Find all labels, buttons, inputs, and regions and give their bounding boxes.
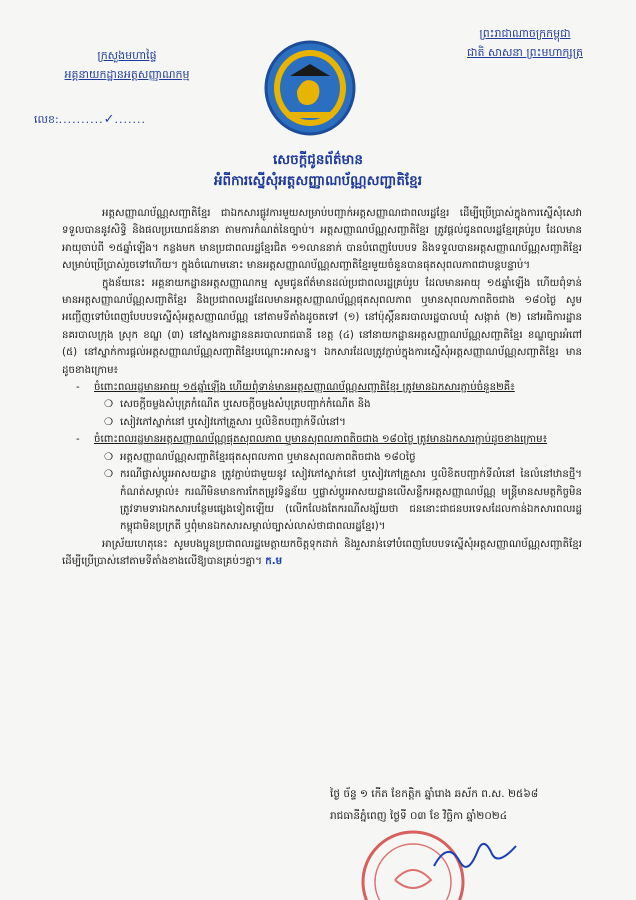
checkbox-icon: ❍ [104,399,114,411]
paragraph-notice: ក្នុងន័យនេះ អគ្គនាយកដ្ឋានអត្តសញ្ញាណកម្ម សូមជូនព័ត៌មានដល់ប្រជាពលរដ្ឋគ្រប់រូប ដែលមានអាយុ ១៥ឆ្នាំឡើង ហើយពុំទាន់មានអត្តសញ្ញាណប័ណ្ណសញ្ជាតិខ្មែរ និងប្រជាពលរដ្ឋដែលមានអត្តសញ្ញាណប័ណ្ណផុតសុពលភាព ឬមានសុពលភាពតិចជាង ១៨០ថ្ងៃ សូមអញ្ជើញទៅបំពេញបែបបទស្នើសុំអត្តសញ្ញាណប័ណ្ណ នៅតាមទីតាំងដូចតទៅ (១) នៅប៉ុស្តិ៍នគរបាលរដ្ឋបាលឃុំ សង្កាត់ (២) នៅអធិការដ្ឋាននគរបាលក្រុង ស្រុក ខណ្ឌ (៣) នៅស្នងការដ្ឋាននគរបាលរាជធានី ខេត្ត (៤) នៅនាយកដ្ឋានអត្តសញ្ញាណប័ណ្ណសញ្ជាតិខ្មែរ ខណ្ឌច្បារអំពៅ (៥) នៅស្នាក់ការផ្ដល់អត្តសញ្ញាណប័ណ្ណសញ្ជាតិខ្មែរបណ្ដោះអាសន្ន។ ឯកសារដែលត្រូវភ្ជាប់ក្នុងការស្នើសុំអត្តសញ្ញាណប័ណ្ណសញ្ជាតិខ្មែរ មានដូចខាងក្រោម៖ [62,277,582,376]
document-title [0,150,636,192]
bullet-intro-renewal: ចំពោះពលរដ្ឋមានអត្តសញ្ញាណប័ណ្ណផុតសុពលភាព ឬមានសុពលភាពតិចជាង ១៨០ថ្ងៃ ត្រូវមានឯកសារភ្ជាប់ដូចខាងក្រោម៖ [94,434,548,446]
required-doc-birth-certificate: សេចក្ដីចម្លងសំបុត្រកំណើត ឬសេចក្ដីចម្លងសំបុត្របញ្ជាក់កំណើត និង [120,399,371,411]
bullet-intro-new-applicants: ចំពោះពលរដ្ឋមានអាយុ ១៥ឆ្នាំឡើង ហើយពុំទាន់មានអត្តសញ្ញាណប័ណ្ណសញ្ជាតិខ្មែរ ត្រូវមានឯកសារភ្ជាប់ចំនួន២គឺ៖ [94,382,515,394]
document-body [62,205,582,571]
kingdom-name: ព្រះរាជាណាចក្រកម្ពុជា [479,27,571,40]
reference-dots: .......... [58,113,104,126]
list-item [104,449,582,466]
department-name: អគ្គនាយកដ្ឋានអត្តសញ្ញាណកម្ម [64,68,190,81]
handwritten-initials: ក.ម [265,556,283,568]
list-item [104,414,582,431]
signature-icon [430,836,520,876]
ministry-header [32,46,222,127]
list-item: - ចំពោះពលរដ្ឋមានអត្តសញ្ញាណប័ណ្ណផុតសុពលភាព ឬមានសុពលភាពតិចជាង ១៨០ថ្ងៃ ត្រូវមានឯកសារភ្ជាប់ដូចខាងក្រោម៖ [76,431,582,448]
list-item [104,396,582,413]
lunar-date: ថ្ងៃ ច័ន្ទ ១ កើត ខែកត្តិក ឆ្នាំរោង ឆស័ក ព.ស. ២៥៦៨ [330,788,539,800]
checkmark-icon: ✓ [103,112,115,127]
checkbox-icon: ❍ [104,451,114,463]
required-doc-residence: សៀវភៅស្នាក់នៅ ឬសៀវភៅគ្រួសារ ឬលិខិតបញ្ជាក់ទីលំនៅ។ [120,416,346,428]
required-doc-address-change: ករណីផ្លាស់ប្ដូរអាសយដ្ឋាន ត្រូវភ្ជាប់ជាមួយនូវ សៀវភៅស្នាក់នៅ ឬសៀវភៅគ្រួសារ ឬលិខិតបញ្ជាក់ទីលំនៅ នៃលំនៅឋានថ្មី។ កំណត់សម្គាល់៖ ករណីមិនមានការកែតម្រូវទិន្នន័យ ឬផ្លាស់ប្ដូរអាសយដ្ឋានលើសន្លឹកអត្តសញ្ញាណប័ណ្ណ មន្ត្រីមានសមត្ថកិច្ចមិនត្រូវទាមទារឯកសារបន្ថែមផ្សេងទៀតឡើយ (លើកលែងតែករណីសង្ស័យថា ជននោះជាជនបរទេសដែលកាន់ឯកសារពលរដ្ឋកម្ពុជាមិនប្រក្រតី ឬពុំមានឯកសារសម្គាល់ច្បាស់លាស់ថាជាពលរដ្ឋខ្មែរ)។ [120,469,582,533]
reference-label: លេខ: [34,113,59,126]
checkbox-icon: ❍ [104,469,114,481]
paragraph-intro: អត្តសញ្ញាណប័ណ្ណសញ្ជាតិខ្មែរ ជាឯកសារផ្លូវការមួយសម្រាប់បញ្ជាក់អត្តសញ្ញាណជាពលរដ្ឋខ្មែរ ដើម្បីប្រើប្រាស់ក្នុងការស្នើសុំសេវា ទទួលបាននូវសិទ្ធិ និងផលប្រយោជន៍នានា តាមការកំណត់នៃច្បាប់។ អត្តសញ្ញាណប័ណ្ណសញ្ជាតិខ្មែរ ត្រូវផ្ដល់ជូនពលរដ្ឋខ្មែរគ្រប់រូប ដែលមានអាយុចាប់ពី ១៥ឆ្នាំឡើង។ កន្លងមក មានប្រជាពលរដ្ឋខ្មែរជិត ១១លាននាក់ បានបំពេញបែបបទ និងទទួលបានអត្តសញ្ញាណប័ណ្ណសញ្ជាតិខ្មែរសម្រាប់ប្រើប្រាស់រួចទៅហើយ។ ក្នុងចំណោមនោះ មានអត្តសញ្ញាណប័ណ្ណសញ្ជាតិខ្មែរមួយចំនួនបានផុតសុពលភាពជាបន្ដបន្ទាប់។ [62,208,582,272]
solar-date: រាជធានីភ្នំពេញ ថ្ងៃទី ០៣ ខែ វិច្ឆិកា ឆ្នាំ២០២៤ [330,810,508,822]
required-doc-expired-id: អត្តសញ្ញាណប័ណ្ណសញ្ជាតិខ្មែរផុតសុពលភាព ឬមានសុពលភាពតិចជាង ១៨០ថ្ងៃ [120,451,416,463]
reference-number: លេខ:..........✓....... [34,112,147,127]
national-motto: ជាតិ សាសនា ព្រះមហាក្សត្រ [467,46,583,59]
list-item: - ចំពោះពលរដ្ឋមានអាយុ ១៥ឆ្នាំឡើង ហើយពុំទាន់មានអត្តសញ្ញាណប័ណ្ណសញ្ជាតិខ្មែរ ត្រូវមានឯកសារភ្ជាប់ចំនួន២គឺ៖ [76,379,582,396]
kingdom-header [435,24,615,62]
ministry-seal-emblem [255,36,365,136]
title-line-1: សេចក្ដីជូនព័ត៌មាន [273,152,363,168]
list-item [104,466,582,536]
checkbox-icon: ❍ [104,416,114,428]
paragraph-closing: អាស្រ័យហេតុនេះ សូមបងប្អូនប្រជាពលរដ្ឋមេត្តាយកចិត្តទុកដាក់ និងរួសរាន់ទៅបំពេញបែបបទស្នើសុំអត្តសញ្ញាណប័ណ្ណសញ្ជាតិខ្មែរ ដើម្បីប្រើប្រាស់នៅតាមទីតាំងខាងលើឱ្យបានគ្រប់ៗគ្នា។ ក.ម [62,538,582,568]
ministry-name: ក្រសួងមហាផ្ទៃ [97,49,157,62]
title-line-2: អំពីការស្នើសុំអត្តសញ្ញាណប័ណ្ណសញ្ជាតិខ្មែរ [213,173,423,189]
